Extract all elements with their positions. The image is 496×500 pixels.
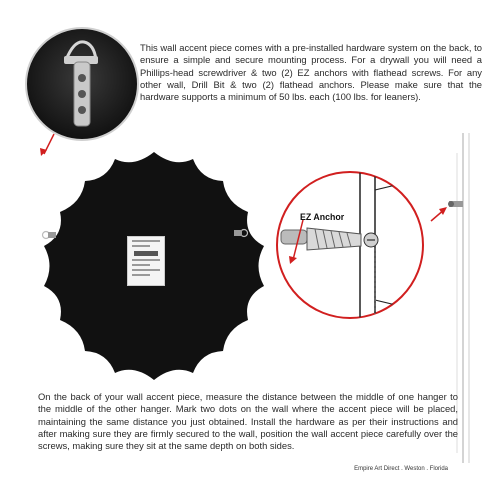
intro-paragraph: This wall accent piece comes with a pre-installed hardware system on the back, to ensure a simple and secure mounting process. For a drywall you will need a Phillips-head screwdriver & two (2) EZ anchors with flathead screws. For any other wall, Drill Bit & two (2) flathead anchors. Please make sure that the hardware supports a minimum of 50 lbs. each (100 lbs. for leaners). (140, 42, 482, 103)
left-hanger-icon (43, 232, 57, 239)
product-label (127, 236, 165, 286)
ez-anchor-label: EZ Anchor (300, 212, 345, 222)
hanger-zoom-circle (24, 26, 144, 156)
arrow-icon (40, 134, 54, 156)
company-credit: Empire Art Direct . Weston . Florida (354, 466, 448, 472)
anchor-zoom-circle (275, 170, 425, 320)
arrow-icon (431, 207, 447, 221)
instructions-paragraph: On the back of your wall accent piece, measure the distance between the middle of one hanger to the middle of the other hanger. Mark two dots on the wall where the accent piece will be placed, maintaining the same distance you just obtained. Install the hardware as per their instructions and after making sure they are firmly secured to the wall, position the wall accent piece carefully over the screws, making sure they sit at the same depth on both sides. (38, 391, 458, 452)
wall-bracket-icon (448, 201, 463, 207)
